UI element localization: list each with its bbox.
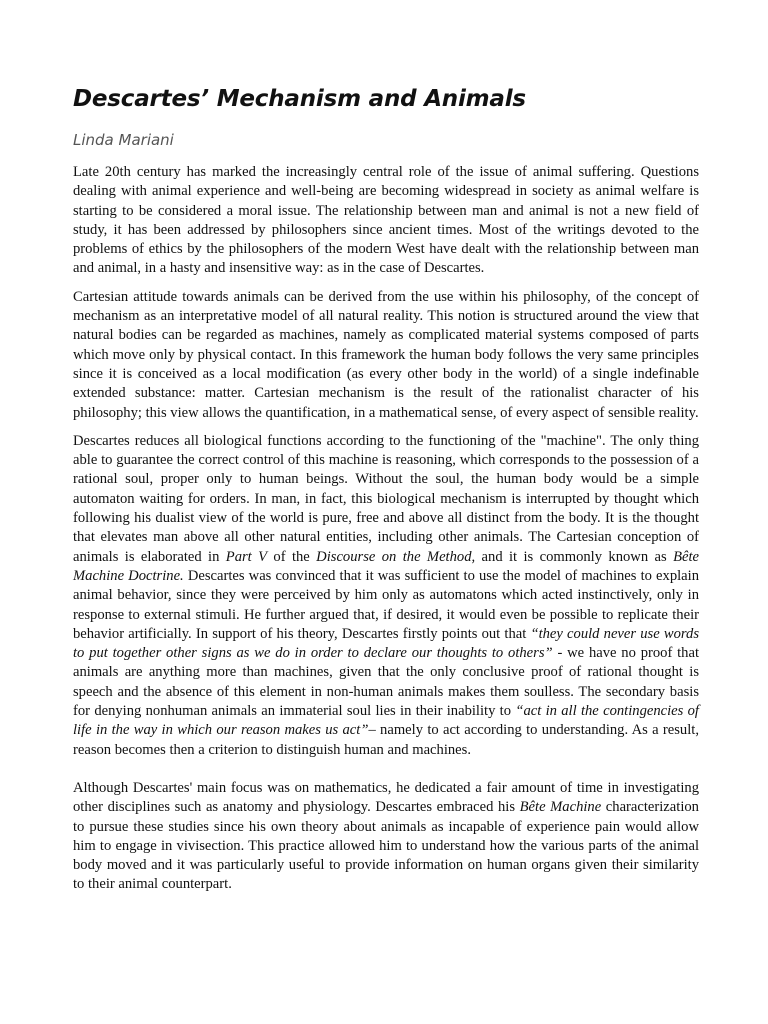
text-span: Descartes reduces all biological functions according to the functioning of the "machine". The only thing able to guarantee the correct control of this machine is reasoning, which corresponds to the possession of a rational soul, proper only to human beings. Without the soul, the human body would be a simple automaton waiting for orders. In man, in fact, this biological mechanism is interrupted by thought which following his dualist view of the world is pure, free and above all distinct from the body. It is the thought that elevates man above all other natural entities, including other animals. The Cartesian conception of animals is elaborated in xyxy=(73,432,699,565)
text-span: – namely to act according to understanding. As a result, reason becomes then a criterion to distinguish human and machines. xyxy=(73,722,699,758)
paragraph-3 xyxy=(73,432,699,760)
italic-bete-machine: Bête Machine xyxy=(519,799,602,816)
author-name: Linda Mariani xyxy=(73,131,174,149)
document-body xyxy=(73,163,699,904)
paragraph-1: Late 20th century has marked the increasingly central role of the issue of animal suffering. Questions dealing with animal experience and well-being are becoming widespread in society as animal welfare is starting to be considered a moral issue. The relationship between man and animal is not a new field of study, it has been addressed by philosophers since ancient times. Most of the writings devoted to the problems of ethics by the philosophers of the modern West have dealt with the relationship between man and animal, in a hasty and insensitive way: as in the case of Descartes. xyxy=(73,164,699,277)
italic-bete-machine-doctrine: Bête Machine Doctrine. xyxy=(73,548,699,584)
italic-quote-reason: “act in all the contingencies of life in the way in which our reason makes us act” xyxy=(73,703,699,739)
text-span: of the xyxy=(267,548,317,565)
italic-discourse-title: Discourse on the Method, xyxy=(316,548,476,565)
paragraph-2: Cartesian attitude towards animals can be derived from the use within his philosophy, of the concept of mechanism as an interpretative model of all natural reality. This notion is structured around the view that natural bodies can be regarded as machines, namely as complicated material systems composed of parts which move only by physical contact. In this framework the human body follows the very same principles since it is conceived as a local modification (as every other body in the world) of a single indefinable extended substance: matter. Cartesian mechanism is the result of the rationalist character of his philosophy; this view allows the quantification, in a mathematical sense, of every aspect of sensible reality. xyxy=(73,288,699,421)
text-span: Descartes was convinced that it was sufficient to use the model of machines to explain animal behavior, since they were perceived by him only as automatons which acted instinctively, only in response to external stimuli. He further argued that, if desired, it would even be possible to replicate their behavior artificially. In support of his theory, Descartes firstly points out that xyxy=(73,567,699,642)
text-span: characterization to pursue these studies since his own theory about animals as incapable of experience pain would allow him to engage in vivisection. This practice allowed him to understand how the various parts of the animal body moved and it was particularly useful to provide information on human organs given their similarity to their animal counterpart. xyxy=(73,799,699,893)
text-span: - we have no proof that animals are anything more than machines, given that the only conclusive proof of rational thought is speech and the absence of this element in non-human animals makes them soulless. The secondary basis for denying nonhuman animals an immaterial soul lies in their inability to xyxy=(73,645,699,720)
paragraph-4 xyxy=(73,779,699,895)
italic-quote-words: “they could never use words to put together other signs as we do in order to declare our thoughts to others” xyxy=(73,625,699,662)
italic-part-v: Part V xyxy=(225,548,268,565)
text-span: and it is commonly known as xyxy=(475,548,674,565)
text-span: Although Descartes' main focus was on mathematics, he dedicated a fair amount of time in investigating other disciplines such as anatomy and physiology. Descartes embraced his xyxy=(73,779,699,816)
document-title: Descartes’ Mechanism and Animals xyxy=(73,86,526,112)
